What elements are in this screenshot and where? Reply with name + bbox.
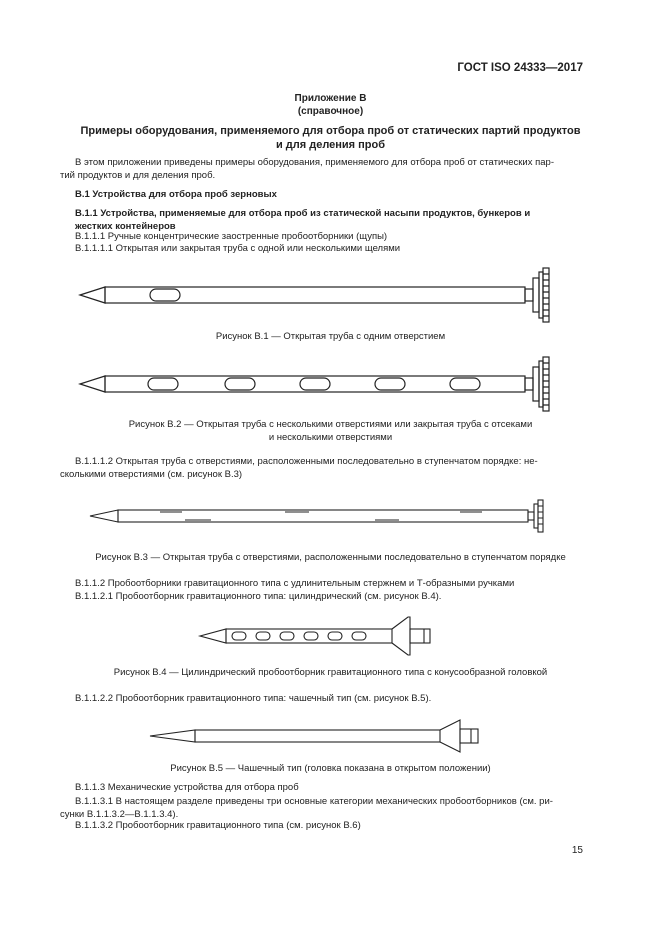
figure-b3-drawing xyxy=(0,498,661,538)
figure-b2-caption-line2: и несколькими отверстиями xyxy=(268,431,393,443)
figure-b5-drawing xyxy=(0,716,661,756)
main-title-line2: и для деления проб xyxy=(275,139,386,151)
annex-heading xyxy=(60,92,601,118)
figure-b4-caption: Рисунок В.4 — Цилиндрический пробоотборник гравитационного типа с конусообразной головкой xyxy=(113,667,548,678)
intro-line1: В этом приложении приведены примеры оборудования, применяемого для отбора проб от статических пар- xyxy=(75,157,554,168)
figure-b3-caption: Рисунок В.3 — Открытая труба с отверстиями, расположенными последовательно в ступенчатом порядке xyxy=(95,552,566,563)
section-heading-b11 xyxy=(75,208,585,233)
item-b1132: В.1.1.3.2 Пробоотборник гравитационного типа (см. рисунок В.6) xyxy=(75,820,361,831)
item-b1121: В.1.1.2.1 Пробоотборник гравитационного типа: цилиндрический (см. рисунок В.4). xyxy=(75,591,442,602)
figure-b1-caption: Рисунок В.1 — Открытая труба с одним отверстием xyxy=(215,331,446,342)
main-title xyxy=(60,124,601,152)
intro-line2: тий продуктов и для деления проб. xyxy=(60,170,216,181)
figure-b5-caption: Рисунок В.5 — Чашечный тип (головка показана в открытом положении) xyxy=(170,763,491,774)
main-title-line1: Примеры оборудования, применяемого для отбора проб от статических партий продуктов xyxy=(80,125,581,137)
annex-subtitle: (справочное) xyxy=(297,106,364,117)
item-b112: В.1.1.2 Пробоотборники гравитационного типа с удлинительным стержнем и Т-образными ручками xyxy=(75,578,515,589)
intro-paragraph xyxy=(60,156,585,182)
item-b1131-line1: В.1.1.3.1 В настоящем разделе приведены три основные категории механических пробоотборников (см. ри- xyxy=(75,796,553,807)
figure-b1-drawing xyxy=(0,266,661,326)
section-b11-line2: жестких контейнеров xyxy=(75,220,176,232)
section-heading-b1: В.1 Устройства для отбора проб зерновых xyxy=(75,189,277,200)
figure-b2-caption xyxy=(60,419,601,444)
standard-header: ГОСТ ISO 24333—2017 xyxy=(457,62,583,74)
item-b1111: В.1.1.1.1 Открытая или закрытая труба с одной или несколькими щелями xyxy=(75,243,401,254)
item-b1112-line1: В.1.1.1.2 Открытая труба с отверстиями, расположенными последовательно в ступенчатом порядке: не- xyxy=(75,456,538,467)
item-b1131-line2: сунки В.1.1.3.2—В.1.1.3.4). xyxy=(60,809,179,820)
page-number: 15 xyxy=(571,845,583,856)
item-b1122: В.1.1.2.2 Пробоотборник гравитационного типа: чашечный тип (см. рисунок В.5). xyxy=(75,693,432,704)
item-b111: В.1.1.1 Ручные концентрические заостренные пробоотборники (щупы) xyxy=(75,231,388,242)
figure-b2-caption-line1: Рисунок В.2 — Открытая труба с несколькими отверстиями или закрытая труба с отсеками xyxy=(128,419,533,430)
figure-b4-drawing xyxy=(0,614,661,658)
annex-title: Приложение В xyxy=(294,93,367,104)
item-b113: В.1.1.3 Механические устройства для отбора проб xyxy=(75,782,299,793)
item-b1131 xyxy=(60,795,585,821)
item-b1112 xyxy=(60,455,585,481)
section-b11-line1: В.1.1 Устройства, применяемые для отбора проб из статической насыпи продуктов, бункеров и xyxy=(75,208,531,219)
item-b1112-line2: сколькими отверстиями (см. рисунок В.3) xyxy=(60,469,243,480)
figure-b2-drawing xyxy=(0,356,661,416)
